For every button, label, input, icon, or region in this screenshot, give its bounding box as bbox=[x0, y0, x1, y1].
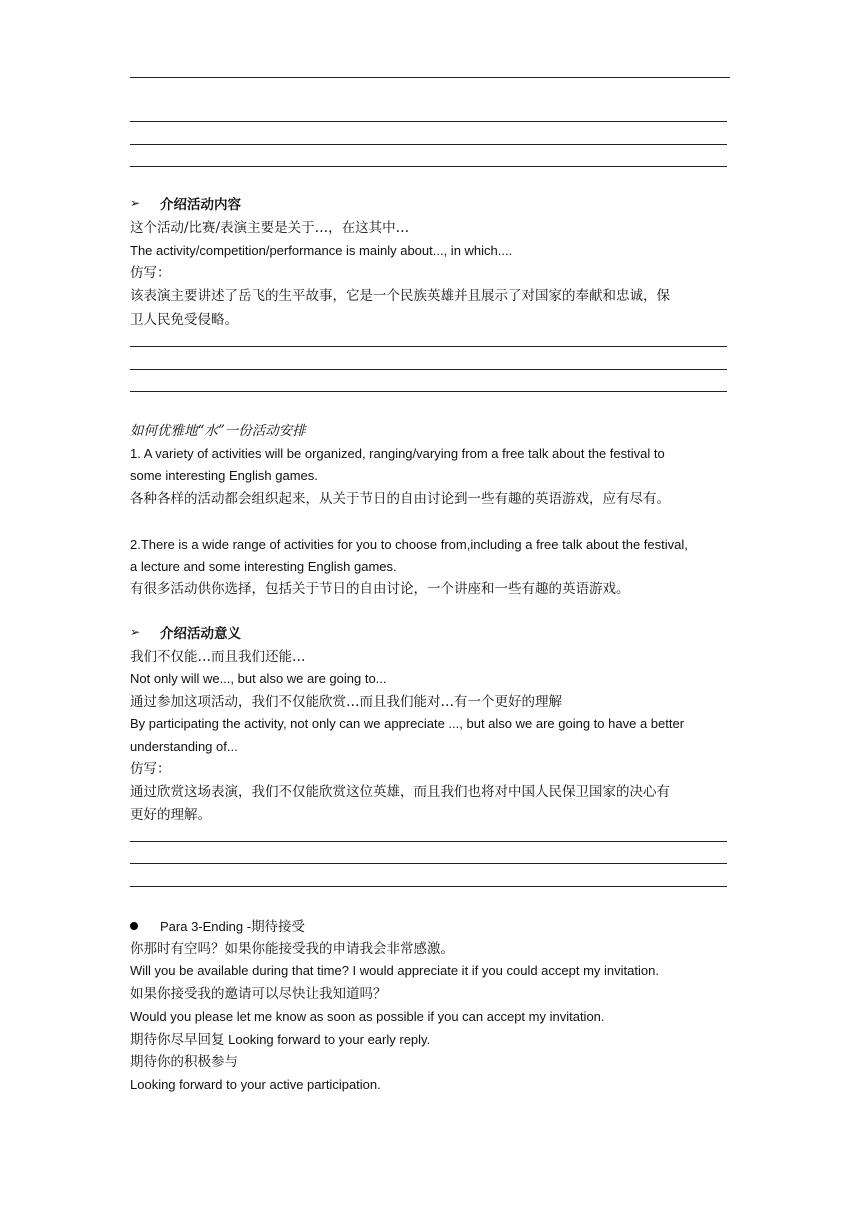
section-heading-meaning: 介绍活动意义 bbox=[160, 626, 241, 642]
imitate-label: 仿写： bbox=[130, 761, 171, 777]
arrange-item2-en: 2.There is a wide range of activities for you to choose from,including a free talk about the festival, bbox=[130, 537, 688, 552]
imitate-label: 仿写： bbox=[130, 265, 171, 281]
task-text: 通过欣赏这场表演，我们不仅能欣赏这位英雄，而且我们也将对中国人民保卫国家的决心有 bbox=[130, 784, 670, 800]
ending-line-en: Looking forward to your early reply. bbox=[224, 1032, 431, 1047]
answer-line bbox=[130, 346, 727, 347]
meaning-example-en: understanding of... bbox=[130, 739, 238, 754]
section-heading-ending bbox=[160, 916, 305, 937]
ending-line bbox=[130, 1029, 430, 1050]
answer-line bbox=[130, 77, 730, 78]
ending-line: Would you please let me know as soon as possible if you can accept my invitation. bbox=[130, 1009, 605, 1024]
meaning-pattern-en: Not only will we..., but also we are going to... bbox=[130, 671, 387, 686]
arrange-item1-cn: 各种各样的活动都会组织起来，从关于节日的自由讨论到一些有趣的英语游戏，应有尽有。 bbox=[130, 491, 670, 507]
answer-line bbox=[130, 144, 727, 145]
section-heading-content: 介绍活动内容 bbox=[160, 197, 241, 213]
answer-line bbox=[130, 166, 727, 167]
meaning-example-cn: 通过参加这项活动，我们不仅能欣赏…而且我们能对…有一个更好的理解 bbox=[130, 694, 562, 710]
meaning-pattern-cn: 我们不仅能…而且我们还能… bbox=[130, 649, 306, 665]
arrange-item2-cn: 有很多活动供你选择，包括关于节日的自由讨论，一个讲座和一些有趣的英语游戏。 bbox=[130, 581, 630, 597]
task-text: 卫人民免受侵略。 bbox=[130, 312, 238, 328]
ending-line: Looking forward to your active participation. bbox=[130, 1077, 381, 1092]
answer-line bbox=[130, 391, 727, 392]
task-text: 该表演主要讲述了岳飞的生平故事，它是一个民族英雄并且展示了对国家的奉献和忠诚，保 bbox=[130, 288, 670, 304]
answer-line bbox=[130, 841, 727, 842]
ending-line: 期待你的积极参与 bbox=[130, 1054, 238, 1070]
ending-line: 如果你接受我的邀请可以尽快让我知道吗？ bbox=[130, 986, 387, 1002]
ending-line: 你那时有空吗？如果你能接受我的申请我会非常感激。 bbox=[130, 941, 454, 957]
answer-line bbox=[130, 863, 727, 864]
pattern-en: The activity/competition/performance is mainly about..., in which.... bbox=[130, 243, 513, 258]
ending-line: Will you be available during that time? I would appreciate it if you could accept my invitation. bbox=[130, 963, 659, 978]
ending-heading-cn: 期待接受 bbox=[251, 919, 306, 935]
task-text: 更好的理解。 bbox=[130, 807, 211, 823]
pattern-cn: 这个活动/比赛/表演主要是关于…，在这其中… bbox=[130, 220, 410, 236]
section-title-arrange: 如何优雅地“水”一份活动安排 bbox=[130, 423, 306, 439]
answer-line bbox=[130, 369, 727, 370]
arrange-item1-en: 1. A variety of activities will be organized, ranging/varying from a free talk about the festival to bbox=[130, 446, 665, 461]
arrow-bullet-icon: ➢ bbox=[130, 625, 141, 639]
arrange-item1-en: some interesting English games. bbox=[130, 468, 318, 483]
arrow-bullet-icon: ➢ bbox=[130, 196, 141, 210]
meaning-example-en: By participating the activity, not only can we appreciate ..., but also we are going to have a better bbox=[130, 716, 685, 731]
ending-heading-en: Para 3-Ending - bbox=[160, 919, 252, 934]
answer-line bbox=[130, 886, 727, 887]
answer-line bbox=[130, 121, 727, 122]
dot-bullet-icon bbox=[130, 922, 138, 930]
arrange-item2-en: a lecture and some interesting English games. bbox=[130, 559, 397, 574]
ending-line-cn: 期待你尽早回复 bbox=[130, 1032, 225, 1048]
